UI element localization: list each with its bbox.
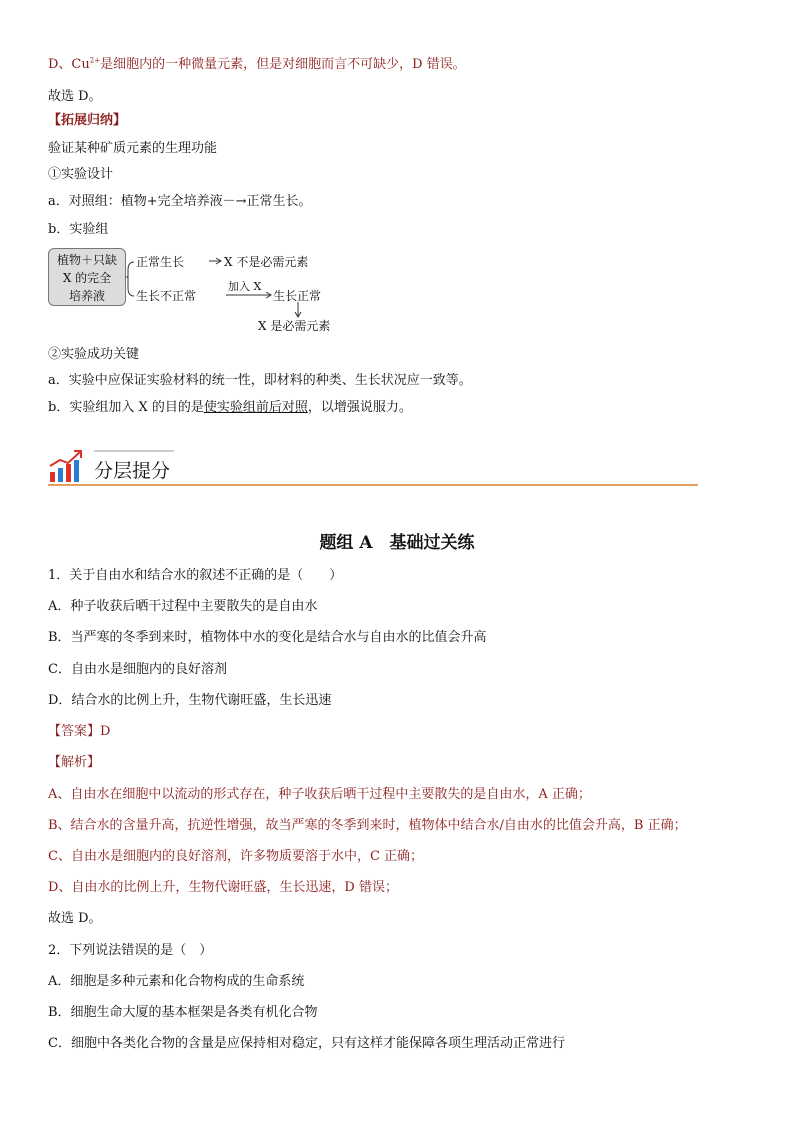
section-header: [48, 448, 698, 488]
box-line-3: 培养液: [68, 289, 105, 303]
experiment-diagram: [48, 248, 348, 338]
exp-group-line: b．实验组: [48, 222, 109, 237]
key-a: a．实验中应保证实验材料的统一性，即材料的种类、生长状况应一致等。: [48, 373, 472, 388]
upper-result: X 不是必需元素: [224, 255, 309, 269]
key-b: b．实验组加入 X 的目的是使实验组前后对照，以增强说服力。: [48, 400, 412, 415]
upper-branch: 正常生长: [136, 255, 185, 269]
option-d-explanation: D、$Cu^{2+}$是细胞内的一种微量元素，但是对细胞而言不可缺少，D 错误。: [48, 56, 466, 72]
q1-explain-d: D、自由水的比例上升，生物代谢旺盛，生长迅速，D 错误；: [48, 880, 398, 895]
verify-line: 验证某种矿质元素的生理功能: [48, 141, 218, 156]
key-heading: ②实验成功关键: [48, 347, 140, 362]
q1-explain-c: C、自由水是细胞内的良好溶剂，许多物质要溶于水中，C 正确；: [48, 849, 424, 864]
lower-result: 生长正常: [273, 289, 322, 303]
q1-option-d: D．结合水的比例上升，生物代谢旺盛，生长迅速: [48, 693, 332, 708]
exp-design-line: ①实验设计: [48, 167, 114, 182]
q1-option-c: C．自由水是细胞内的良好溶剂: [48, 662, 227, 677]
section-title: 分层提分: [94, 460, 171, 482]
q1-stem: 1．关于自由水和结合水的叙述不正确的是（ ）: [48, 568, 343, 583]
add-x-label: 加入 X: [228, 280, 262, 293]
q2-option-b: B．细胞生命大厦的基本框架是各类有机化合物: [48, 1005, 318, 1020]
box-line-2: X 的完全: [62, 271, 112, 285]
box-line-1: 植物＋只缺: [56, 253, 117, 267]
q1-option-b: B．当严寒的冬季到来时，植物体中水的变化是结合水与自由水的比值会升高: [48, 630, 487, 645]
q2-option-c: C．细胞中各类化合物的含量是应保持相对稳定，只有这样才能保障各项生理活动正常进行: [48, 1036, 565, 1051]
q2-stem: 2．下列说法错误的是（ ）: [48, 943, 213, 958]
extend-heading: 【拓展归纳】: [48, 113, 127, 128]
q1-explain-b: B、结合水的含量升高，抗逆性增强，故当严寒的冬季到来时，植物体中结合水/自由水的比值会升高，B 正确；: [48, 818, 687, 833]
lower-branch: 生长不正常: [136, 289, 197, 303]
q2-option-a: A．细胞是多种元素和化合物构成的生命系统: [48, 974, 305, 989]
q1-option-a: A．种子收获后晒干过程中主要散失的是自由水: [48, 599, 318, 614]
q1-explain-a: A、自由水在细胞中以流动的形式存在，种子收获后晒干过程中主要散失的是自由水，A 正确；: [48, 787, 591, 802]
conclusion: X 是必需元素: [258, 319, 331, 333]
control-group-line: a．对照组：植物+完全培养液－→正常生长。: [48, 194, 312, 209]
q1-choose: 故选 D。: [48, 911, 102, 926]
choose-d-1: 故选 D。: [48, 89, 102, 104]
q1-analysis-heading: 【解析】: [48, 755, 101, 770]
q1-answer: 【答案】D: [48, 724, 111, 739]
group-title: 题组 A 基础过关练: [319, 533, 475, 553]
